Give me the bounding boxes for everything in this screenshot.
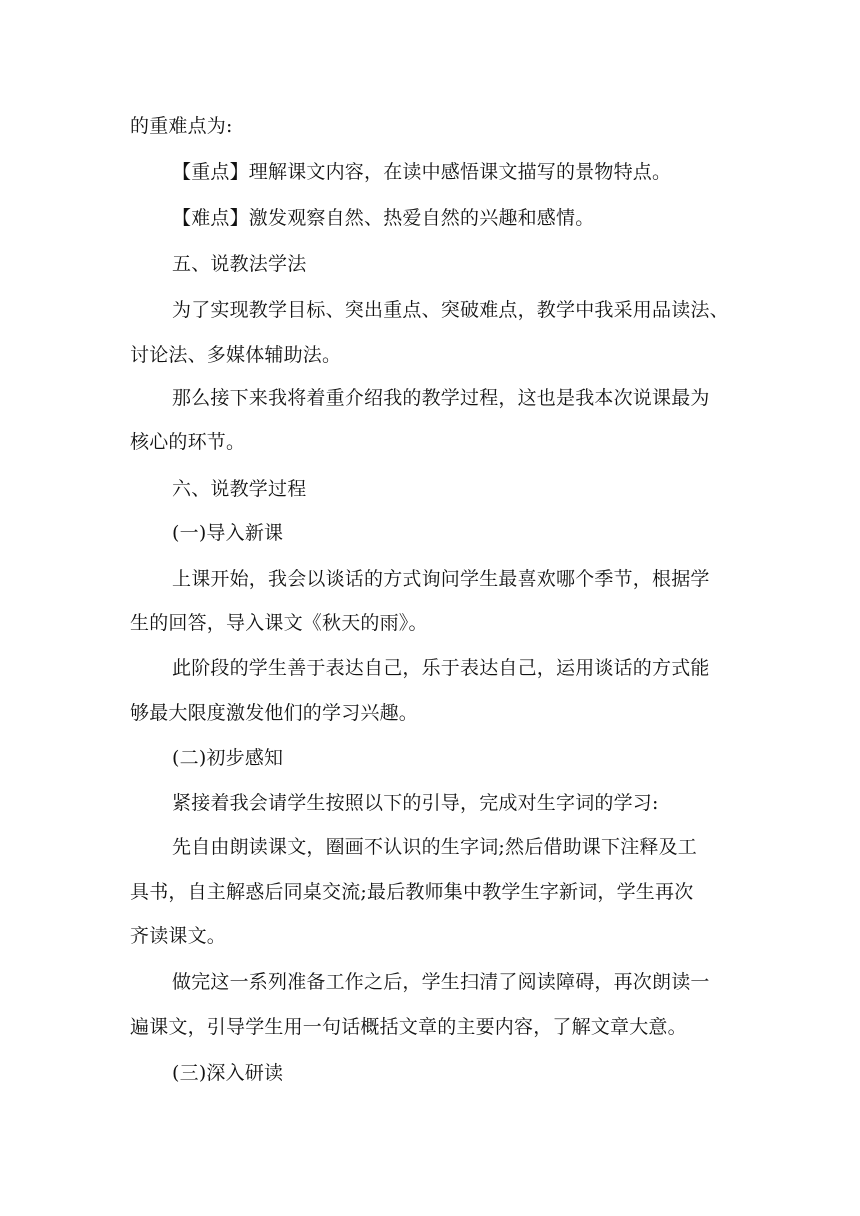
text-line: 做完这一系列准备工作之后，学生扫清了阅读障碍，再次朗读一	[172, 971, 710, 993]
text-line: 够最大限度激发他们的学习兴趣。	[130, 702, 419, 724]
section-heading: 五、说教法学法	[172, 253, 307, 275]
text-line: 【重点】理解课文内容，在读中感悟课文描写的景物特点。	[172, 161, 672, 183]
text-line: 【难点】激发观察自然、热爱自然的兴趣和感情。	[172, 207, 595, 229]
text-line: 上课开始，我会以谈话的方式询问学生最喜欢哪个季节，根据学	[172, 568, 710, 590]
text-line: 齐读课文。	[130, 925, 227, 947]
text-line: 为了实现教学目标、突出重点、突破难点，教学中我采用品读法、	[172, 299, 729, 321]
subsection-heading: (三)深入研读	[172, 1062, 284, 1084]
section-heading: 六、说教学过程	[172, 478, 307, 500]
text-line: 的重难点为:	[130, 115, 233, 137]
text-line: 先自由朗读课文，圈画不认识的生字词;然后借助课下注释及工	[172, 836, 698, 858]
text-line: 生的回答，导入课文《秋天的雨》。	[130, 612, 428, 634]
text-line: 紧接着我会请学生按照以下的引导，完成对生字词的学习:	[172, 792, 659, 814]
text-line: 具书，自主解惑后同桌交流;最后教师集中教学生字新词，学生再次	[130, 881, 694, 903]
subsection-heading: (二)初步感知	[172, 747, 284, 769]
text-line: 此阶段的学生善于表达自己，乐于表达自己，运用谈话的方式能	[172, 657, 710, 679]
text-line: 遍课文，引导学生用一句话概括文章的主要内容，了解文章大意。	[130, 1016, 687, 1038]
text-line: 核心的环节。	[130, 431, 246, 453]
text-line: 讨论法、多媒体辅助法。	[130, 344, 342, 366]
text-line: 那么接下来我将着重介绍我的教学过程，这也是我本次说课最为	[172, 387, 710, 409]
subsection-heading: (一)导入新课	[172, 522, 284, 544]
